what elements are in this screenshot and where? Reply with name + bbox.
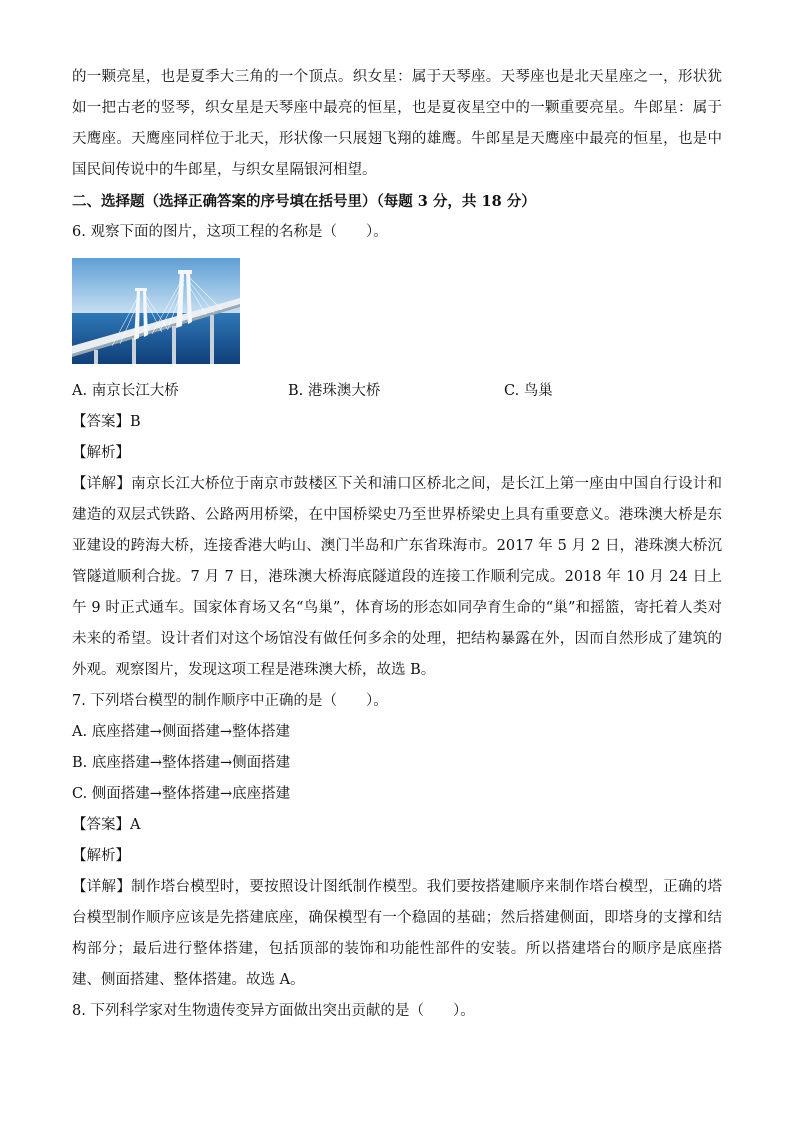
question-7-analysis-label: 【解析】 <box>72 848 130 864</box>
question-8-stem: 8. 下列科学家对生物遗传变异方面做出突出贡献的是（ ）。 <box>72 1003 475 1019</box>
option-c: C. 鸟巢 <box>504 383 553 399</box>
section-title: 二、选择题（选择正确答案的序号填在括号里）（每题 3 分，共 18 分） <box>72 193 536 210</box>
question-6-detail: 【详解】南京长江大桥位于南京市鼓楼区下关和浦口区桥北之间，是长江上第一座由中国自行设计和建造的双层式铁路、公路两用桥梁，在中国桥梁史乃至世界桥梁史上具有重要意义。港珠澳大桥是东亚建设的跨海大桥，连接香港大屿山、澳门半岛和广东省珠海市。2017 年 5 月 2 日，港珠澳大桥沉管隧道顺利合拢。7 月 7 日，港珠澳大桥海底隧道段的连接工作顺利完成。2018 年 10 月 24 日上午 9 时正式通车。国家体育场又名“鸟巢”，体育场的形态如同孕育生命的“巢”和摇篮，寄托着人类对未来的希望。设计者们对这个场馆没有做任何多余的处理，把结构暴露在外，因而自然形成了建筑的外观。观察图片，发现这项工程是港珠澳大桥，故选 B。 <box>72 476 722 678</box>
question-7-stem: 7. 下列塔台模型的制作顺序中正确的是（ ）。 <box>72 693 388 709</box>
option-c: C. 侧面搭建→整体搭建→底座搭建 <box>72 786 291 802</box>
intro-paragraph: 的一颗亮星，也是夏季大三角的一个顶点。织女星：属于天琴座。天琴座也是北天星座之一，形状犹如一把古老的竖琴，织女星是天琴座中最亮的恒星，也是夏夜星空中的一颗重要亮星。牛郎星：属于天鹰座。天鹰座同样位于北天，形状像一只展翅飞翔的雄鹰。牛郎星是天鹰座中最亮的恒星，也是中国民间传说中的牛郎星，与织女星隔银河相望。 <box>72 69 722 178</box>
question-6-answer: 【答案】B <box>72 414 141 430</box>
option-a: A. 底座搭建→侧面搭建→整体搭建 <box>72 724 290 740</box>
option-b: B. 底座搭建→整体搭建→侧面搭建 <box>72 755 291 771</box>
option-b: B. 港珠澳大桥 <box>288 383 381 399</box>
bridge-illustration <box>72 258 240 364</box>
option-a: A. 南京长江大桥 <box>72 383 179 399</box>
question-6-stem: 6. 观察下面的图片，这项工程的名称是（ ）。 <box>72 224 388 240</box>
question-7-detail: 【详解】制作塔台模型时，要按照设计图纸制作模型。我们要按搭建顺序来制作塔台模型，正确的塔台模型制作顺序应该是先搭建底座，确保模型有一个稳固的基础；然后搭建侧面，即塔身的支撑和结构部分；最后进行整体搭建，包括顶部的装饰和功能性部件的安装。所以搭建塔台的顺序是底座搭建、侧面搭建、整体搭建。故选 A。 <box>72 879 722 988</box>
question-6-options <box>72 376 722 407</box>
bridge-photo <box>72 258 240 364</box>
question-6-analysis-label: 【解析】 <box>72 445 130 461</box>
question-7-answer: 【答案】A <box>72 817 141 833</box>
document-page <box>72 62 722 1027</box>
